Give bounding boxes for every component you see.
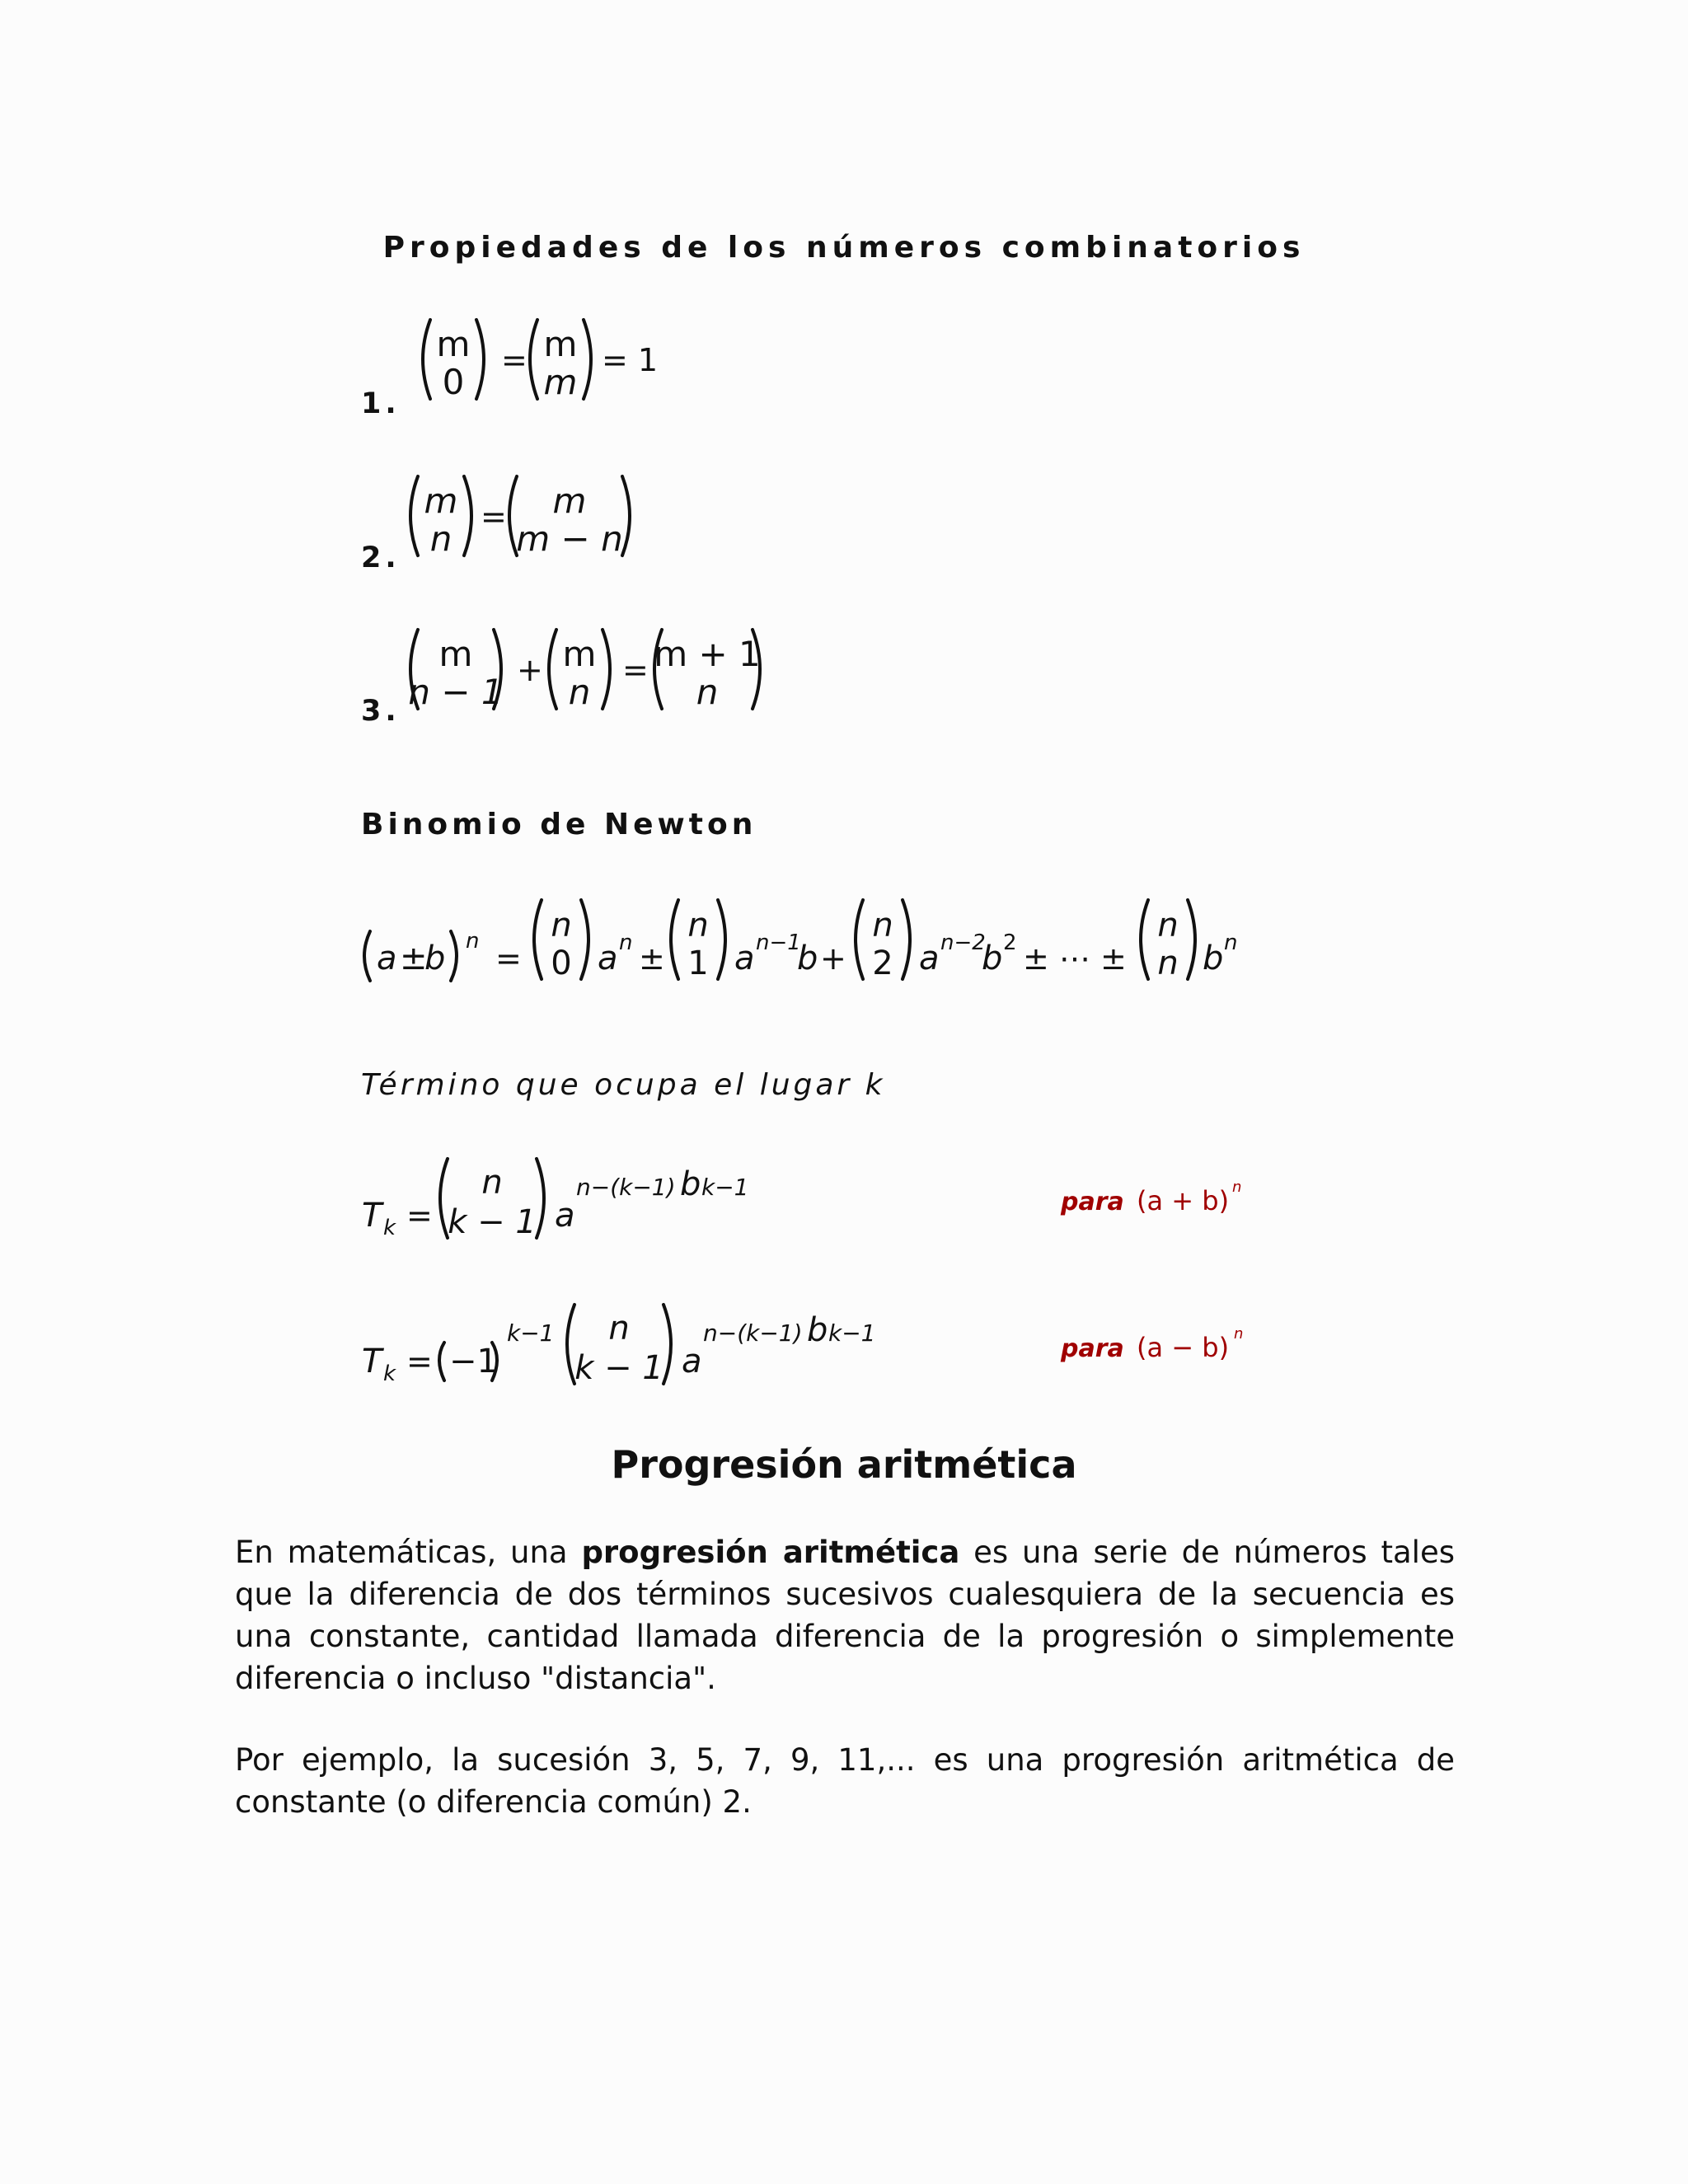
svg-text:n: n xyxy=(429,518,452,559)
svg-text:=: = xyxy=(501,342,528,378)
svg-text:m: m xyxy=(436,324,471,364)
svg-text:= 1: = 1 xyxy=(602,342,659,378)
svg-text:k − 1: k − 1 xyxy=(574,1349,663,1387)
svg-text:n: n xyxy=(551,907,572,944)
svg-text:b: b xyxy=(1203,940,1224,977)
paragraph-definition: En matemáticas, una progresión aritmética es una serie de números tales que la diferencia de dos términos sucesivos cualesquiera de la secuencia es una constante, cantidad llamada diferencia de la progresión o simplemente diferencia o incluso "distancia". xyxy=(235,1535,1456,1696)
svg-text:m: m xyxy=(424,480,458,521)
svg-text:b: b xyxy=(982,940,1003,977)
svg-text:a: a xyxy=(598,940,618,977)
svg-text:m − n: m − n xyxy=(516,518,623,559)
svg-text:n: n xyxy=(687,907,709,944)
svg-text:1: 1 xyxy=(687,944,709,982)
svg-text:k − 1: k − 1 xyxy=(448,1203,537,1241)
svg-text:+: + xyxy=(517,652,543,688)
property-number-3: 3. xyxy=(361,695,401,728)
svg-text:k−1: k−1 xyxy=(701,1174,749,1201)
svg-text:n: n xyxy=(481,1164,503,1202)
svg-text:a: a xyxy=(919,940,940,977)
formula-binomio-newton xyxy=(359,890,1265,997)
bold-term: progresión aritmética xyxy=(581,1535,960,1570)
svg-text:m: m xyxy=(543,324,578,364)
svg-text:n: n xyxy=(1234,1325,1244,1343)
svg-text:m: m xyxy=(543,362,578,402)
svg-text:k: k xyxy=(383,1216,396,1240)
formula-tk-minus xyxy=(359,1298,935,1397)
svg-text:n−(k−1): n−(k−1) xyxy=(576,1174,676,1201)
formula-property-2 xyxy=(400,470,647,569)
svg-text:±: ± xyxy=(400,940,428,977)
svg-text:2: 2 xyxy=(1003,930,1017,955)
svg-text:k−1: k−1 xyxy=(507,1319,555,1347)
para-label: para xyxy=(1061,1188,1124,1216)
plus-case-label: (a + b) xyxy=(1137,1185,1230,1216)
svg-text:a: a xyxy=(682,1343,702,1380)
svg-text:m: m xyxy=(562,634,597,674)
svg-text:n: n xyxy=(1157,944,1179,982)
svg-text:=: = xyxy=(481,499,507,535)
svg-text:a: a xyxy=(555,1197,575,1235)
svg-text:a: a xyxy=(734,940,755,977)
svg-text:0: 0 xyxy=(442,362,465,402)
section-heading-progresion: Progresión aritmética xyxy=(611,1442,1077,1487)
svg-text:n: n xyxy=(619,930,633,955)
svg-text:n: n xyxy=(568,672,591,712)
svg-text:n: n xyxy=(1224,930,1238,955)
svg-text:±: ± xyxy=(639,940,665,977)
svg-text:n−1: n−1 xyxy=(756,930,801,955)
svg-text:0: 0 xyxy=(551,944,572,982)
svg-text:b: b xyxy=(807,1311,828,1349)
svg-text:+: + xyxy=(820,940,846,977)
svg-text:n−2: n−2 xyxy=(940,930,986,955)
svg-text:−1: −1 xyxy=(449,1343,498,1380)
svg-text:n: n xyxy=(872,907,893,944)
svg-text:a: a xyxy=(377,940,397,977)
svg-text:k−1: k−1 xyxy=(828,1319,876,1347)
svg-text:± ⋯ ±: ± ⋯ ± xyxy=(1023,940,1127,977)
svg-text:n: n xyxy=(1157,907,1179,944)
svg-text:n−(k−1): n−(k−1) xyxy=(703,1319,803,1347)
formula-property-1 xyxy=(412,313,659,412)
property-number-2: 2. xyxy=(361,541,401,574)
property-number-1: 1. xyxy=(361,387,401,420)
svg-text:m + 1: m + 1 xyxy=(654,634,761,674)
formula-property-3 xyxy=(400,623,787,722)
svg-text:para: para xyxy=(1061,1334,1124,1363)
svg-text:b: b xyxy=(680,1165,701,1203)
svg-text:b: b xyxy=(424,940,446,977)
svg-text:T: T xyxy=(362,1197,382,1235)
section-termino-title: Término que ocupa el lugar k xyxy=(361,1068,886,1102)
section-binomio-title: Binomio de Newton xyxy=(361,808,757,841)
svg-text:b: b xyxy=(797,940,818,977)
svg-text:n: n xyxy=(696,672,719,712)
svg-text:n: n xyxy=(1232,1179,1242,1196)
svg-text:T: T xyxy=(362,1343,382,1380)
page-title: Propiedades de los números combinatorios xyxy=(382,231,1306,265)
svg-text:=: = xyxy=(622,652,649,688)
svg-text:n − 1: n − 1 xyxy=(408,672,504,712)
condition-plus-case xyxy=(1059,1177,1257,1226)
minus-case-label: (a − b) xyxy=(1137,1332,1230,1363)
paragraph-example: Por ejemplo, la sucesión 3, 5, 7, 9, 11,... es una progresión aritmética de constante (o diferencia común) 2. xyxy=(235,1742,1455,1820)
svg-text:=: = xyxy=(495,940,522,977)
svg-text:n: n xyxy=(466,929,480,954)
svg-text:n: n xyxy=(608,1310,630,1347)
svg-text:m: m xyxy=(438,634,473,674)
svg-text:m: m xyxy=(552,480,587,521)
svg-text:=: = xyxy=(406,1197,433,1234)
svg-text:k: k xyxy=(383,1361,396,1386)
svg-text:=: = xyxy=(406,1343,433,1380)
formula-tk-plus xyxy=(359,1152,853,1251)
svg-text:2: 2 xyxy=(872,944,893,982)
condition-minus-case xyxy=(1059,1324,1257,1373)
